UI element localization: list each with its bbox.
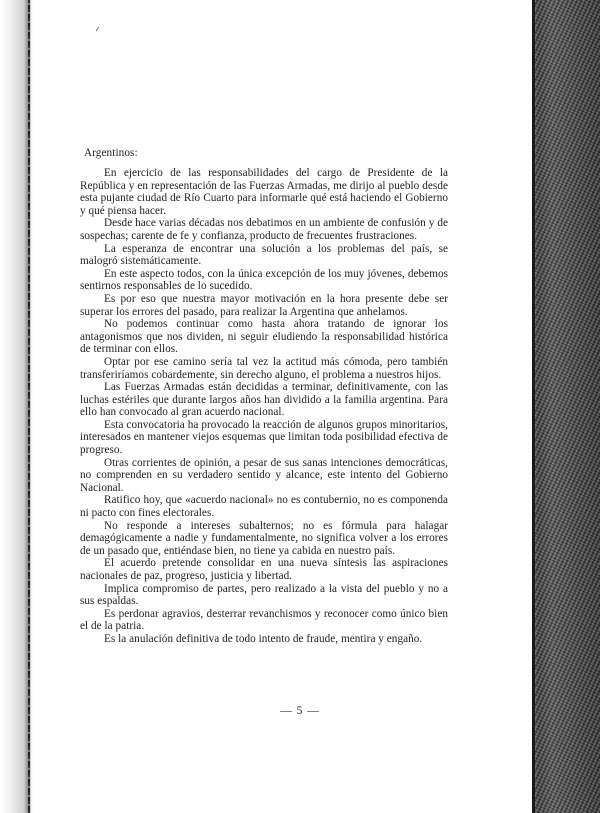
ink-speck: [95, 26, 101, 32]
salutation: Argentinos:: [84, 147, 138, 159]
document-body: [80, 146, 448, 646]
paragraph: Otras corrientes de opinión, a pesar de sus sanas intenciones democráticas, no comprenden en su verdadero sentido y alcance, este intento del Gobierno Nacional.: [80, 456, 448, 494]
scan-right-edge: [532, 0, 600, 813]
paragraph: Optar por ese camino sería tal vez la actitud más cómoda, pero también transferiríamos cobardemente, sin derecho alguno, el problema a nuestros hijos.: [80, 355, 448, 381]
paragraph: El acuerdo pretende consolidar en una nueva síntesis las aspiraciones nacionales de paz, progreso, justicia y libertad.: [80, 557, 448, 582]
paragraph: La esperanza de encontrar una solución a los problemas del país, se malogró sistemáticamente.: [80, 242, 448, 268]
paragraph: Las Fuerzas Armadas están decididas a terminar, definitivamente, con las luchas estériles que durante largos años han dividido a la familia argentina. Para ello han convocado al gran acuerdo nacional.: [80, 381, 448, 419]
paragraph: No responde a intereses subalternos; no es fórmula para halagar demagógicamente a nadie y fundamentalmente, no significa volver a los errores de un pasado que, entiéndase bien, no tiene ya cabida en nuestro país.: [80, 519, 448, 557]
paragraph: Esta convocatoria ha provocado la reacción de algunos grupos minoritarios, interesados en mantener viejos esquemas que limitan toda posibilidad efectiva de progreso.: [80, 418, 448, 457]
paragraph: En este aspecto todos, con la única excepción de los muy jóvenes, debemos sentirnos responsables de lo sucedido.: [80, 267, 448, 293]
paragraph: Es la anulación definitiva de todo intento de fraude, mentira y engaño.: [104, 632, 423, 645]
paragraph: Ratifico hoy, que «acuerdo nacional» no es contubernio, no es componenda ni pacto con fines electorales.: [80, 494, 448, 520]
paragraph: En ejercicio de las responsabilidades del cargo de Presidente de la República y en representación de las Fuerzas Armadas, me dirijo al pueblo desde esta pujante ciudad de Río Cuarto para informarle qué está haciendo el Gobierno y qué piensa hacer.: [80, 167, 448, 217]
page-number: — 5 —: [280, 705, 320, 717]
paragraph: Es por eso que nuestra mayor motivación en la hora presente debe ser superar los errores del pasado, para realizar la Argentina que anhelamos.: [80, 292, 448, 318]
paragraph: No podemos continuar como hasta ahora tratando de ignorar los antagonismos que nos dividen, ni seguir eludiendo la responsabilidad histórica de terminar con ellos.: [80, 318, 448, 356]
scan-left-edge: [0, 0, 34, 813]
paragraph: Es perdonar agravios, desterrar revanchismos y reconocer como único bien el de la patria.: [80, 607, 448, 633]
paragraph: Implica compromiso de partes, pero realizado a la vista del pueblo y no a sus espaldas.: [80, 582, 448, 608]
paragraph: Desde hace varias décadas nos debatimos en un ambiente de confusión y de sospechas; carente de fe y confianza, producto de frecuentes frustraciones.: [80, 217, 448, 242]
